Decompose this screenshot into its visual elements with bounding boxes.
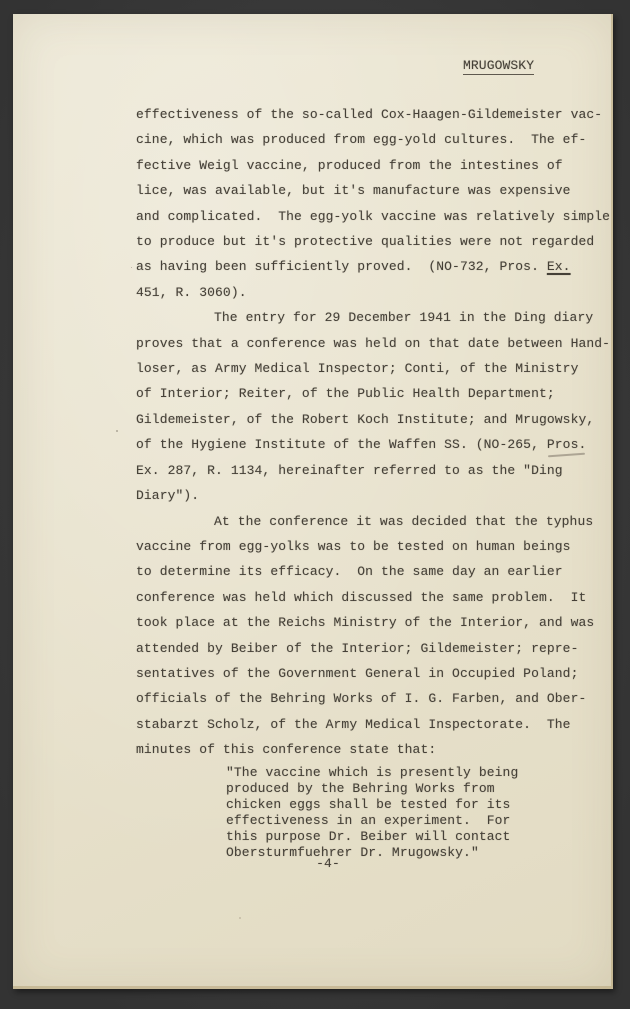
text-line-citation — [136, 254, 610, 279]
page-number: -4- — [316, 856, 340, 871]
paper-speck — [239, 917, 241, 919]
quote-line: chicken eggs shall be tested for its — [226, 797, 511, 812]
waffen-line-prefix: of the Hygiene Institute of the Waffen SS. (NO-265, — [136, 437, 547, 453]
text-line: cine, which was produced from egg-yold cultures. The ef- — [136, 132, 587, 148]
text-line: fective Weigl vaccine, produced from the intestines of — [136, 157, 563, 173]
text-line: Gildemeister, of the Robert Koch Institute; and Mrugowsky, — [136, 411, 595, 427]
block-quote — [226, 765, 518, 861]
text-line: conference was held which discussed the same problem. It — [136, 589, 587, 605]
quote-line: effectiveness in an experiment. For — [226, 813, 511, 828]
quote-line: this purpose Dr. Beiber will contact — [226, 829, 511, 844]
text-line: At the conference it was decided that the typhus — [214, 513, 594, 529]
text-line: lice, was available, but it's manufacture was expensive — [136, 183, 571, 199]
text-line: attended by Beiber of the Interior; Gildemeister; repre- — [136, 640, 579, 656]
text-line: effectiveness of the so-called Cox-Haagen-Gildemeister vac- — [136, 107, 603, 122]
quote-line: "The vaccine which is presently being — [226, 765, 519, 780]
text-line: and complicated. The egg-yolk vaccine was relatively simple — [136, 208, 611, 224]
text-line: minutes of this conference state that: — [136, 742, 437, 758]
text-line: took place at the Reichs Ministry of the Interior, and was — [136, 615, 595, 631]
document-page — [13, 14, 613, 989]
text-line-pencil-marked — [136, 432, 610, 457]
citation-prefix: as having been sufficiently proved. (NO-732, Pros. — [136, 259, 547, 275]
text-line: sentatives of the Government General in Occupied Poland; — [136, 665, 579, 681]
text-line: The entry for 29 December 1941 in the Ding diary — [214, 310, 594, 326]
page-header: MRUGOWSKY — [463, 58, 535, 73]
quote-line: produced by the Behring Works from — [226, 781, 495, 796]
quote-line: Obersturmfuehrer Dr. Mrugowsky." — [226, 845, 479, 860]
text-line: proves that a conference was held on that date between Hand- — [136, 335, 611, 351]
body-text — [136, 102, 610, 763]
citation-exhibit-underlined: Ex. — [546, 259, 571, 275]
text-line: loser, as Army Medical Inspector; Conti, of the Ministry — [136, 361, 579, 377]
paragraph-2 — [136, 305, 610, 508]
paper-speck — [116, 430, 118, 432]
paper-speck — [131, 267, 132, 268]
text-line: Diary"). — [136, 488, 200, 504]
paragraph-3 — [136, 509, 610, 763]
text-line: stabarzt Scholz, of the Army Medical Inspectorate. The — [136, 716, 571, 732]
text-line: to determine its efficacy. On the same day an earlier — [136, 564, 563, 580]
text-line: officials of the Behring Works of I. G. Farben, and Ober- — [136, 691, 587, 707]
text-line: vaccine from egg-yolks was to be tested on human beings — [136, 538, 571, 554]
text-line: to produce but it's protective qualities were not regarded — [136, 234, 595, 250]
pencil-underline-mark: Pros. — [546, 437, 587, 453]
text-line: of Interior; Reiter, of the Public Health Department; — [136, 386, 555, 402]
text-line: Ex. 287, R. 1134, hereinafter referred to as the "Ding — [136, 462, 563, 478]
text-line: 451, R. 3060). — [136, 284, 247, 300]
paragraph-1 — [136, 102, 610, 305]
